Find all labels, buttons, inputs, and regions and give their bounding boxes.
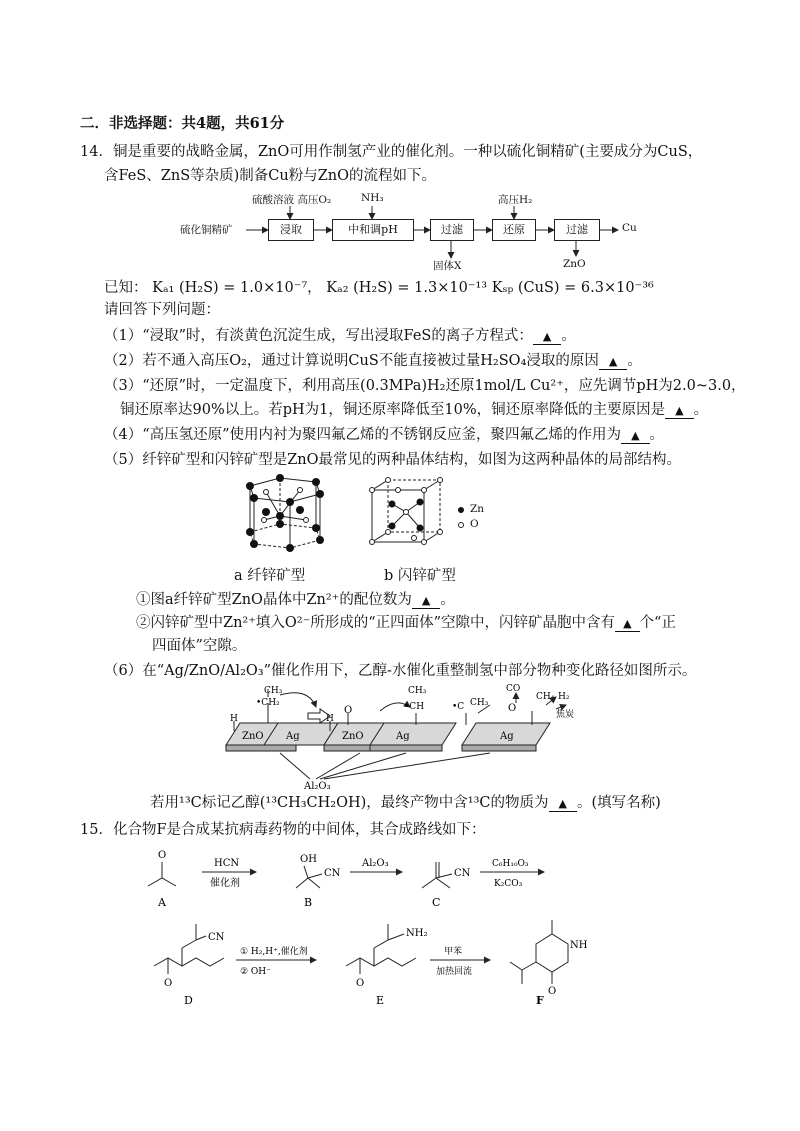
mol-d-cn-label: CN (208, 932, 225, 943)
mol-e-nh2-label: NH₂ (406, 928, 428, 939)
q14-part5-sub2-mid: 个“正 (639, 615, 676, 631)
q14-part5-sub1 (136, 590, 455, 611)
flow-reagent-leach: 硫酸溶液 高压O₂ (252, 194, 332, 206)
synthesis-route (140, 844, 760, 1024)
flow-step-leach: 浸取 (268, 219, 314, 241)
blank-marker-icon: ▲ (631, 429, 640, 442)
mech-ch3-label: CH₃ (264, 686, 283, 696)
mech-c-label: •C (452, 702, 465, 712)
molecule-c-skeleton (422, 878, 450, 888)
mol-b-cn-label: CN (324, 868, 341, 879)
mech-ag-label-1: Ag (286, 731, 300, 742)
mech-h2-label: H₂ (558, 692, 570, 702)
mech-ch3-label-3: CH₃ (470, 698, 489, 708)
q14-part3-line2 (120, 400, 708, 421)
mech-al2o3-label: Al₂O₃ (304, 781, 331, 791)
reagent-toluene: 甲苯 (444, 947, 463, 957)
q14-part2 (104, 351, 642, 372)
molecule-b-skeleton (296, 878, 320, 888)
answer-blank[interactable] (549, 795, 577, 812)
q14-part5-sub2-text: ②闪锌矿型中Zn²⁺填入O²⁻所形成的“正四面体”空隙中，闪锌矿晶胞中含有 (136, 615, 616, 631)
blank-marker-icon: ▲ (675, 404, 684, 417)
mech-zno-label-1: ZnO (242, 731, 264, 742)
flow-byproduct-zno: ZnO (563, 258, 586, 270)
q14-part5: （5）纤锌矿型和闪锌矿型是ZnO最常见的两种晶体结构，如图为这两种晶体的局部结构。 (104, 452, 682, 468)
label-e: E (376, 994, 385, 1007)
q14-part5-sub2-line2: 四面体”空隙。 (152, 638, 247, 654)
flow-end-label: Cu (622, 222, 637, 234)
q14-part6-text: 若用¹³C标记乙醇(¹³CH₃CH₂OH)，最终产物中含¹³C的物质为 (150, 795, 549, 811)
period: 。 (693, 402, 709, 418)
molecule-d-skeleton (154, 958, 224, 966)
q14-intro-text: 铜是重要的战略金属，ZnO可用作制氢产业的催化剂。一种以硫化铜精矿(主要成分为CuS， (112, 144, 703, 160)
answer-blank[interactable] (615, 615, 639, 632)
legend-o-icon (459, 523, 464, 528)
q14-part2-text: （2）若不通入高压O₂，通过计算说明CuS不能直接被过量H₂SO₄浸取的原因 (104, 353, 599, 369)
mechanism-diagram (220, 683, 780, 791)
label-c: C (432, 896, 441, 909)
q15-intro-line (80, 820, 486, 840)
wurtzite-structure (250, 478, 320, 548)
label-b: B (304, 896, 313, 909)
reagent-reflux: 加热回流 (436, 967, 473, 977)
mech-ch-label: •CH (404, 702, 425, 712)
mol-a-o-label: O (158, 850, 167, 861)
flow-step-reduce: 还原 (492, 219, 536, 241)
q15-number: 15． (80, 822, 113, 838)
period: 。 (561, 328, 576, 344)
q14-number: 14． (80, 144, 113, 160)
label-a: A (158, 896, 166, 909)
mech-ch4-label: CH₄ (536, 692, 555, 702)
blank-marker-icon: ▲ (623, 617, 632, 630)
flow-step-neutralize: 中和调pH (332, 219, 414, 241)
flow-step-filter1: 过滤 (430, 219, 474, 241)
mol-d-o-label: O (164, 978, 173, 989)
q15-intro-text: 化合物F是合成某抗病毒药物的中间体，其合成路线如下： (112, 822, 486, 838)
mech-co-label: CO (506, 684, 521, 694)
molecule-a-skeleton (148, 878, 176, 886)
mech-h-label-2: H (326, 714, 334, 724)
process-flowchart (0, 186, 800, 274)
reagent-h2-catalyst: ① H₂,H⁺,催化剂 (240, 947, 308, 957)
mechanism-drawing (220, 683, 780, 791)
mol-f-nh-label: NH (570, 940, 588, 951)
molecule-e-skeleton (346, 958, 416, 966)
answer-blank[interactable] (621, 427, 649, 444)
q14-part6-question (150, 793, 661, 814)
flow-step-filter2: 过滤 (554, 219, 600, 241)
wurtzite-zn-atoms (246, 474, 324, 552)
molecule-f-skeleton (536, 934, 568, 972)
legend-zn-label: Zn (470, 503, 485, 515)
q14-part1-text: （1）“浸取”时，有淡黄色沉淀生成，写出浸取FeS的离子方程式： (104, 328, 533, 344)
mech-ag-label-2: Ag (396, 731, 410, 742)
synthesis-drawing (140, 844, 760, 1024)
answer-blank[interactable] (665, 402, 693, 419)
reagent-al2o3: Al₂O₃ (362, 858, 389, 869)
mech-ch2-label: •CH₂ (256, 698, 280, 708)
blank-marker-icon: ▲ (421, 594, 431, 607)
answer-blank[interactable] (599, 353, 627, 370)
mol-b-oh-label: OH (300, 854, 317, 865)
blank-marker-icon: ▲ (608, 355, 618, 368)
mech-zno-label-2: ZnO (342, 731, 364, 742)
mech-o-label-2: O (508, 703, 517, 714)
q14-prompt: 请回答下列问题： (104, 302, 220, 318)
q14-intro-line1 (80, 142, 702, 162)
answer-blank[interactable] (412, 592, 440, 609)
mech-o-label: O (344, 705, 353, 716)
label-d: D (184, 994, 193, 1007)
flow-byproduct-solid-x: 固体X (433, 260, 462, 272)
label-f: F (536, 994, 544, 1007)
mol-f-o-label: O (548, 986, 557, 997)
blank-marker-icon: ▲ (558, 797, 567, 810)
q14-intro-line2: 含FeS、ZnS等杂质)制备Cu粉与ZnO的流程如下。 (104, 168, 437, 184)
crystal-a-caption: a 纤锌矿型 (234, 568, 306, 584)
q14-part3-text: 铜还原率达90%以上。若pH为1，铜还原率降低至10%，铜还原率降低的主要原因是 (120, 402, 666, 418)
mech-ag-label-3: Ag (500, 731, 514, 742)
reagent-k2co3: K₂CO₃ (494, 879, 523, 889)
flow-reagent-nh3: NH₃ (361, 192, 384, 204)
reagent-c6h10o3: C₆H₁₀O₃ (492, 859, 529, 869)
mech-h-label: H (230, 714, 238, 724)
legend-o-label: O (470, 518, 479, 530)
flow-reagent-h2: 高压H₂ (498, 194, 533, 206)
q14-part5-sub1-text: ①图a纤锌矿型ZnO晶体中Zn²⁺的配位数为 (136, 592, 412, 608)
mech-ch3-label-2: CH₃ (408, 686, 427, 696)
reagent-hcn: HCN (214, 858, 240, 869)
q14-part6: （6）在“Ag/ZnO/Al₂O₃”催化作用下，乙醇-水催化重整制氢中部分物种变化路径如图所示。 (104, 663, 697, 679)
q14-part3-line1: （3）“还原”时，一定温度下，利用高压(0.3MPa)H₂还原1mol/L Cu²⁺，应先调节pH为2.0~3.0， (104, 378, 746, 394)
mol-c-cn-label: CN (454, 868, 471, 879)
mech-coke-label: 焦炭 (556, 710, 575, 720)
period: 。 (649, 427, 665, 443)
answer-blank[interactable] (533, 328, 561, 345)
section-header: 二．非选择题：共4题，共61分 (80, 115, 285, 132)
reagent-oh: ② OH⁻ (240, 967, 271, 977)
q14-part4-text: （4）“高压氢还原”使用内衬为聚四氟乙烯的不锈钢反应釜，聚四氟乙烯的作用为 (104, 427, 622, 443)
q14-part4 (104, 425, 664, 446)
q14-part1 (104, 326, 576, 347)
flow-start-label: 硫化铜精矿 (180, 224, 233, 236)
blank-marker-icon: ▲ (542, 330, 552, 343)
period: 。 (440, 592, 455, 608)
period: 。 (627, 353, 642, 369)
q14-part6-tail: 。(填写名称) (576, 795, 661, 811)
reagent-catalyst: 催化剂 (210, 878, 240, 889)
q14-known-constants: 已知： Kₐ₁ (H₂S) = 1.0×10⁻⁷， Kₐ₂ (H₂S) = 1.3×10⁻¹³ Kₛₚ (CuS) = 6.3×10⁻³⁶ (104, 280, 654, 296)
zincblende-o-atoms (370, 478, 443, 545)
q14-part5-sub2-line1 (136, 613, 676, 634)
mol-e-o-label: O (356, 978, 365, 989)
crystal-b-caption: b 闪锌矿型 (384, 568, 456, 584)
legend-zn-icon (458, 507, 464, 513)
